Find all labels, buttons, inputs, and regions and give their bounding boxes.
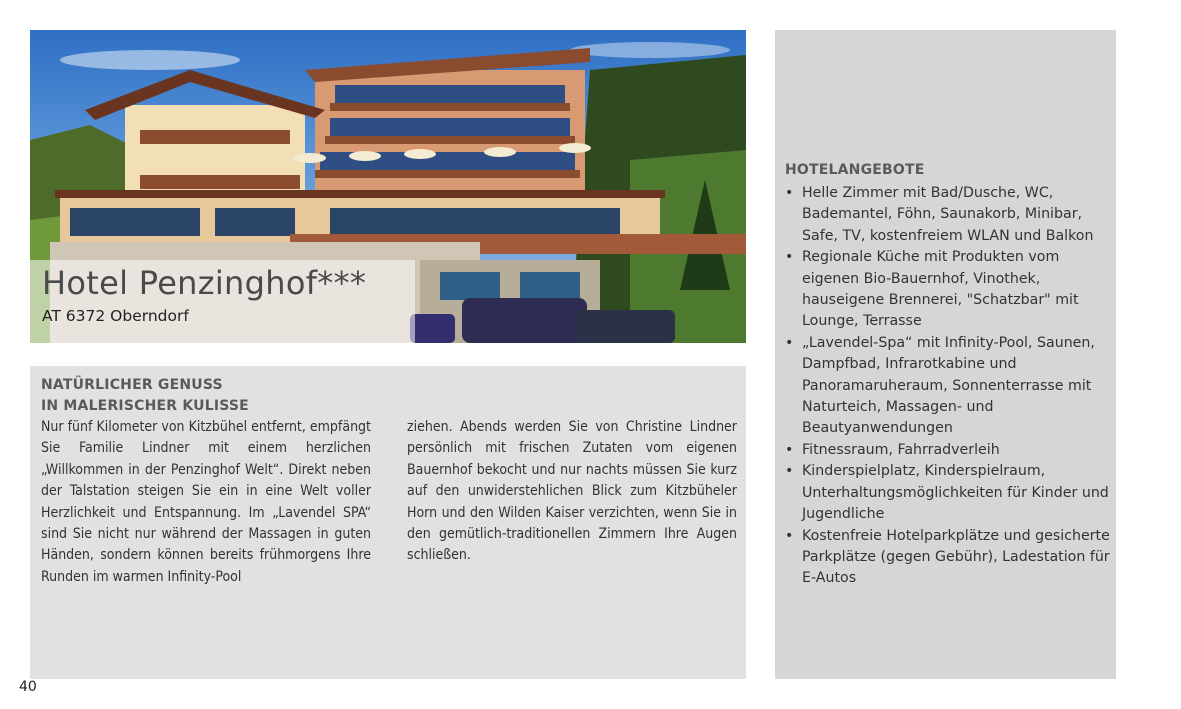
bullet-icon: •: [785, 249, 794, 266]
list-item-text: Kinderspielplatz, Kinderspielraum, Unterhaltungsmöglichkeiten für Kinder und Jugendliche: [802, 463, 1109, 523]
list-item: [785, 333, 1110, 440]
intro-heading-line1: NATÜRLICHER GENUSS: [41, 377, 223, 393]
intro-column-1: Nur fünf Kilometer von Kitzbühel entfernt, empfängt Sie Familie Lindner mit einem herzlichen „Willkommen in der Penzinghof Welt“. Direkt neben der Talstation steigen Sie ein in eine Welt voller Herzlichkeit und Entspannung. Im „Lavendel SPA“ sind Sie nicht nur während der Massagen in guten Händen, sondern können bereits frühmorgens Ihre Runden im warmen Infinity-Pool: [41, 419, 371, 585]
offers-panel: [775, 30, 1116, 679]
bullet-icon: •: [785, 441, 794, 458]
hotel-title: Hotel Penzinghof***: [42, 264, 367, 302]
list-item-text: Regionale Küche mit Produkten vom eigenen Bio-Bauernhof, Vinothek, hauseigene Brennerei, "Schatzbar" mit Lounge, Terrasse: [802, 249, 1079, 330]
list-item: [785, 440, 1110, 461]
hotel-photo: [30, 30, 746, 343]
bullet-icon: •: [785, 185, 794, 201]
list-item: [785, 247, 1110, 333]
list-item-text: Helle Zimmer mit Bad/Dusche, WC, Bademantel, Föhn, Saunakorb, Minibar, Safe, TV, kostenfreiem WLAN und Balkon: [802, 185, 1094, 244]
bullet-icon: •: [785, 527, 794, 544]
list-item-text: „Lavendel-Spa“ mit Infinity-Pool, Saunen, Dampfbad, Infrarotkabine und Panoramaruheraum, Sonnenterrasse mit Naturteich, Massagen- und Beautyanwendungen: [802, 334, 1095, 437]
list-item: [785, 526, 1110, 590]
page-number: 40: [19, 679, 37, 695]
offers-list: [785, 183, 1110, 590]
intro-column-2: ziehen. Abends werden Sie von Christine Lindner persönlich mit frischen Zutaten vom eigenen Bauernhof bekocht und nur nachts müssen Sie kurz auf den unwiderstehlichen Blick zum Kitzbüheler Horn und den Wilden Kaiser verzichten, wenn Sie in den gemütlich-traditionellen Zimmern Ihre Augen schließen.: [407, 419, 737, 564]
bullet-icon: •: [785, 463, 794, 480]
offers-heading: HOTELANGEBOTE: [785, 162, 925, 178]
list-item-text: Fitnessraum, Fahrradverleih: [802, 441, 1000, 458]
bullet-icon: •: [785, 334, 794, 351]
intro-heading-line2: IN MALERISCHER KULISSE: [41, 398, 249, 414]
list-item-text: Kostenfreie Hotelparkplätze und gesicherte Parkplätze (gegen Gebühr), Ladestation für E-Autos: [802, 527, 1110, 587]
list-item: [785, 461, 1110, 525]
intro-heading: [41, 375, 249, 417]
hotel-location: AT 6372 Oberndorf: [42, 307, 189, 325]
intro-panel: [30, 366, 746, 679]
list-item: [785, 183, 1110, 247]
